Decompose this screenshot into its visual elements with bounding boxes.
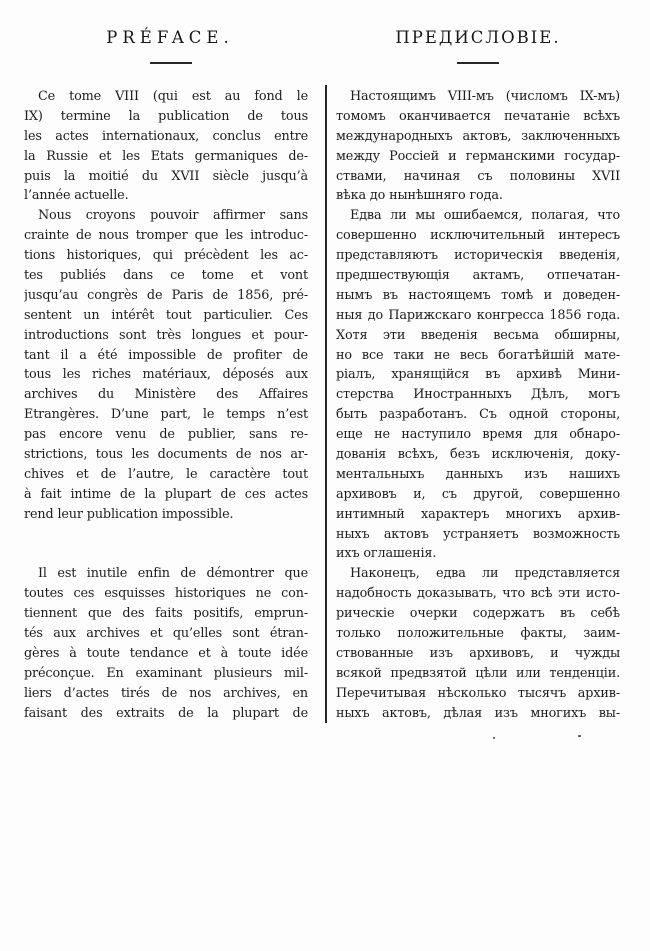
russian-column-body: [336, 87, 620, 724]
french-column-body: [24, 87, 308, 724]
text-line: tes publiés dans ce tome et vont: [24, 268, 308, 284]
text-line: дованія всѣхъ, безъ исключенія, доку-: [336, 447, 620, 463]
text-line: rend leur publication impossible.: [24, 506, 234, 522]
text-line: быть разработанъ. Съ одной стороны,: [336, 407, 620, 423]
paragraph: [336, 87, 620, 206]
text-line: ныхъ актовъ, дѣлая изъ многихъ вы-: [336, 705, 620, 721]
text-line: Il est inutile enfin de démontrer que: [38, 566, 308, 582]
text-line: jusqu’au congrès de Paris de 1856, pré-: [24, 287, 308, 303]
paragraph: [24, 564, 308, 723]
text-line: tés aux archives et qu’elles sont étran-: [24, 626, 308, 642]
text-line: tant il a été impossible de profiter de: [24, 347, 308, 363]
text-line: но все таки не весь богатѣйшій мате-: [336, 347, 620, 363]
text-line: tiennent que des faits positifs, emprun-: [24, 606, 308, 622]
text-line: ихъ оглашенія.: [336, 546, 437, 562]
text-line: рическіе очерки содержатъ въ себѣ: [336, 606, 620, 622]
text-line: liers d’actes tirés de nos archives, en: [24, 685, 308, 701]
text-line: strictions, tous les documents de nos ar-: [24, 447, 308, 463]
text-line: томомъ оканчивается печатаніе всѣхъ: [336, 108, 620, 124]
text-line: ныхъ актовъ устраняетъ возможность: [336, 526, 620, 542]
text-line: chives et de l’autre, le caractère tout: [24, 466, 308, 482]
text-line: интимный характеръ многихъ архив-: [336, 506, 620, 522]
text-line: между Россіей и германскими государ-: [336, 148, 620, 164]
text-line: Настоящимъ VIII-мъ (числомъ IX-мъ): [350, 89, 620, 104]
column-divider-rule: [325, 85, 327, 723]
column-gap: [308, 0, 336, 724]
text-line: Наконецъ, едва ли представляется: [350, 566, 620, 582]
predislovie-column-russian: [336, 0, 620, 724]
ink-speck: [578, 735, 581, 737]
text-line: à fait intime de la plupart de ces actes: [24, 486, 308, 502]
russian-column-header: [336, 0, 620, 64]
text-line: предшествующія актамъ, отпечатан-: [336, 268, 620, 284]
paragraph: [24, 206, 308, 524]
paragraph: [336, 206, 620, 564]
text-line: sentent un intérêt tout particulier. Ces: [24, 307, 308, 323]
text-line: les actes internationaux, conclus entre: [24, 128, 308, 144]
text-line: tions historiques, qui précèdent les ac-: [24, 248, 308, 264]
ink-speck: [493, 737, 495, 739]
text-line: Хотя эти введенія весьма обширны,: [336, 327, 620, 343]
text-line: puis la moitié du XVII siècle jusqu’à: [24, 168, 308, 184]
preface-column-french: [24, 0, 308, 724]
text-line: ствами, начиная съ половины XVII: [336, 168, 620, 184]
text-line: IX) termine la publication de tous: [24, 108, 308, 124]
text-line: la Russie et les Etats germaniques de-: [24, 148, 308, 164]
text-line: tous les riches matériaux, déposés aux: [24, 367, 308, 383]
text-line: всякой предвзятой цѣли или тенденціи.: [336, 665, 620, 681]
text-line: préconçue. En examinant plusieurs mil-: [24, 665, 308, 681]
text-line: стерства Иностранныхъ Дѣлъ, могъ: [336, 387, 620, 403]
text-line: ментальныхъ данныхъ изъ нашихъ: [336, 466, 620, 482]
text-line: только положительные факты, заим-: [336, 626, 620, 642]
text-line: ствованные изъ архивовъ, и чужды: [336, 645, 620, 661]
text-line: совершенно исключительный интересъ: [336, 228, 620, 244]
preface-title: PRÉFACE.: [106, 28, 234, 47]
text-line: ріалъ, хранящійся въ архивѣ Мини-: [336, 367, 620, 383]
text-line: Перечитывая нѣсколько тысячъ архив-: [336, 685, 620, 701]
french-column-header: [24, 0, 308, 64]
text-line: архивовъ и, съ другой, совершенно: [336, 486, 620, 502]
text-line: gères à toute tendance et à toute idée: [24, 645, 308, 661]
text-line: еще не наступило время для обнаро-: [336, 427, 620, 443]
predislovie-title: ПРЕДИСЛОВІЕ.: [395, 28, 561, 47]
text-line: crainte de nous tromper que les introduc-: [24, 228, 308, 244]
text-line: archives du Ministère des Affaires: [24, 387, 308, 403]
text-line: надобность доказывать, что всѣ эти исто-: [336, 586, 620, 602]
text-line: Едва ли мы ошибаемся, полагая, что: [350, 208, 620, 224]
text-line: Ce tome VIII (qui est au fond le: [38, 89, 308, 104]
text-line: Etrangères. D’une part, le temps n’est: [24, 407, 308, 423]
text-line: introductions sont très longues et pour-: [24, 327, 308, 343]
title-rule: [457, 62, 499, 64]
text-line: представляютъ историческія введенія,: [336, 248, 620, 264]
text-line: международныхъ актовъ, заключенныхъ: [336, 128, 620, 144]
text-line: pas encore venu de publier, sans re-: [24, 427, 308, 443]
text-line: нымъ въ настоящемъ томѣ и доведен-: [336, 287, 620, 303]
text-line: Nous croyons pouvoir affirmer sans: [38, 208, 308, 224]
text-line: ныя до Парижскаго конгресса 1856 года.: [336, 307, 620, 323]
paragraph: [336, 564, 620, 723]
title-rule: [150, 62, 192, 64]
text-line: faisant des extraits de la plupart de: [24, 705, 308, 721]
paragraph: [24, 87, 308, 206]
text-line: l’année actuelle.: [24, 188, 129, 204]
text-line: вѣка до нынѣшняго года.: [336, 188, 503, 204]
text-line: toutes ces esquisses historiques ne con-: [24, 586, 308, 602]
